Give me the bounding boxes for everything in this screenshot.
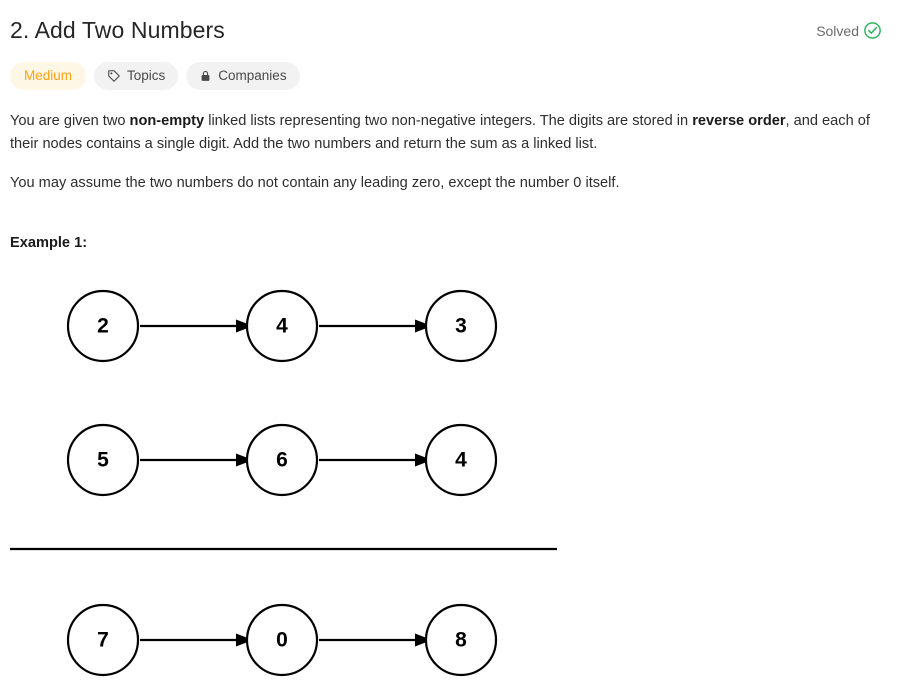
description-paragraph-1 (10, 110, 881, 156)
desc-p1-text1: You are given two (10, 113, 130, 129)
example-1-figure (10, 261, 881, 681)
companies-button[interactable] (186, 62, 299, 90)
page-title: 2. Add Two Numbers (10, 17, 225, 43)
lock-icon (199, 69, 212, 83)
linked-list-row-1 (68, 291, 496, 361)
status-label: Solved (816, 22, 859, 39)
desc-p1-bold2: reverse order (692, 113, 786, 129)
node-value: 3 (455, 314, 467, 338)
companies-label: Companies (218, 68, 287, 83)
problem-description (10, 110, 881, 195)
check-circle-icon (864, 22, 881, 39)
linked-list-row-3 (68, 605, 496, 675)
linked-list-diagram (10, 261, 610, 681)
node-value: 5 (97, 448, 109, 472)
node-value: 6 (276, 448, 288, 472)
example-1-label: Example 1: (10, 235, 88, 251)
node-value: 7 (97, 628, 109, 652)
desc-p1-bold1: non-empty (129, 113, 205, 129)
topics-label: Topics (127, 68, 166, 83)
node-value: 0 (276, 628, 288, 652)
difficulty-label: Medium (24, 68, 73, 83)
linked-list-row-2 (68, 425, 496, 495)
description-paragraph-2: You may assume the two numbers do not contain any leading zero, except the number 0 itself. (10, 175, 620, 191)
desc-p1-text3: , and each of their nodes contains a single digit. Add the two numbers and return the sum as a linked list. (10, 113, 870, 152)
difficulty-badge[interactable] (10, 62, 86, 90)
desc-p1-text2: linked lists representing two non-negative integers. The digits are stored in (204, 113, 693, 129)
node-value: 4 (455, 448, 467, 472)
status-badge (816, 14, 881, 39)
node-value: 2 (97, 314, 109, 338)
topics-button[interactable] (94, 62, 178, 90)
tag-icon (107, 69, 121, 83)
meta-row (10, 62, 881, 90)
node-value: 4 (276, 314, 288, 338)
title-row (10, 14, 881, 46)
node-value: 8 (455, 628, 467, 652)
